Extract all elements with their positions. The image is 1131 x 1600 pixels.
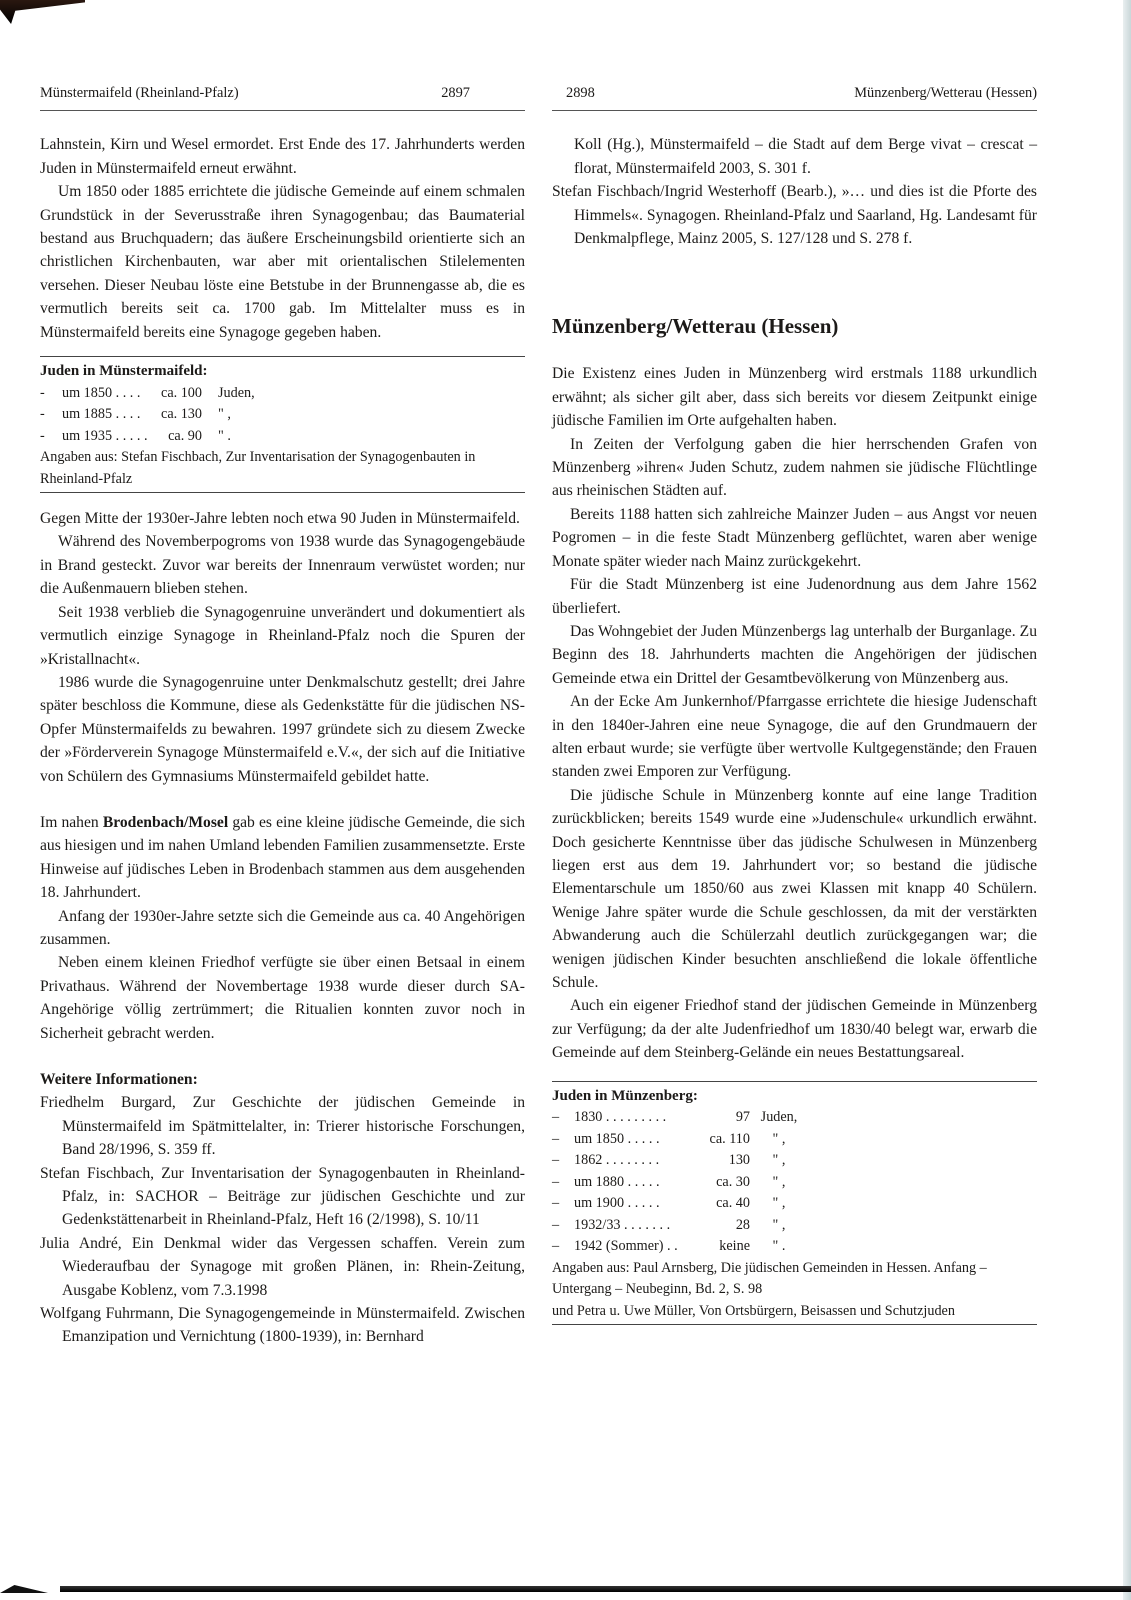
statistics-row: [552, 1193, 1037, 1215]
paragraph: [40, 811, 525, 905]
paragraph: Das Wohngebiet der Juden Münzenbergs lag unterhalb der Burganlage. Zu Beginn des 18. Jahrhunderts machten die Angehörigen der jüdischen Gemeinde etwa ein Drittel der Gesamtbevölkerung von Münzenberg aus.: [552, 622, 1037, 687]
statistics-value: ca. 130: [161, 406, 202, 423]
statistics-year: um 1935 . . . . .: [62, 427, 148, 444]
statistics-row: [552, 1107, 1037, 1129]
page-corner-shadow-bottom: [0, 1583, 48, 1593]
paragraph: Um 1850 oder 1885 errichtete die jüdische Gemeinde auf einem schmalen Grundstück in der Severusstraße ihren Synagogenbau; das Baumaterial bestand aus Bruchquadern; das äußere Erscheinungsbild orientierte sich an christlichen Kirchenbauten, war aber mit orientalischen Stilelementen versehen. Dieser Neubau löste eine Betstube in der Brunnengasse ab, die es vermutlich bereits seit ca. 1700 gab. Im Mittelalter muss es in Münstermaifeld bereits eine Synagoge gegeben haben.: [40, 183, 525, 341]
paragraph: An der Ecke Am Junkernhof/Pfarrgasse errichtete die hiesige Judenschaft in den 1840er-Jahren eine neue Synagoge, die auf den Grundmauern der alten erbaut wurde; sie verfügte über wertvolle Kultgegenstände; den Frauen standen zwei Emporen zur Verfügung.: [552, 693, 1037, 781]
statistics-value: ca. 30: [716, 1173, 750, 1190]
statistics-year: um 1900 . . . . .: [574, 1195, 660, 1212]
statistics-title: Juden in Münstermaifeld:: [40, 363, 208, 380]
reference: Stefan Fischbach, Zur Inventarisation der Synagogenbauten in Rheinland-Pfalz, in: SACHOR – Beiträge zur jüdischen Geschichte und zur Gedenkstättenarbeit in Rheinland-Pfalz, Heft 16 (2/1998), S. 10/11: [40, 1164, 525, 1229]
statistics-year: 1830 . . . . . . . . .: [574, 1109, 667, 1126]
paragraph: Für die Stadt Münzenberg ist eine Judenordnung aus dem Jahre 1562 überliefert.: [552, 576, 1037, 617]
statistics-source: Angaben aus: Paul Arnsberg, Die jüdischen Gemeinden in Hessen. Anfang – Untergang – Neubeginn, Bd. 2, S. 98: [552, 1259, 987, 1298]
reference: Friedhelm Burgard, Zur Geschichte der jüdischen Gemeinde in Münstermaifeld im Spätmittelalter, in: Trierer historische Forschungen, Band 28/1996, S. 359 ff.: [40, 1094, 525, 1159]
section-heading: Münzenberg/Wetterau (Hessen): [552, 314, 839, 339]
statistics-unit: Juden,: [760, 1109, 798, 1126]
statistics-unit: Juden,: [218, 384, 255, 401]
statistics-box: [40, 356, 525, 493]
statistics-year: um 1880 . . . . .: [574, 1173, 660, 1190]
statistics-dash: –: [552, 1130, 560, 1147]
statistics-row: [552, 1172, 1037, 1194]
paragraph: Während des Novemberpogroms von 1938 wurde das Synagogengebäude in Brand gesteckt. Zuvor war bereits der Innenraum verwüstet worden; nur die Außenmauern blieben stehen.: [40, 533, 525, 598]
statistics-source: und Petra u. Uwe Müller, Von Ortsbürgern, Beisassen und Schutzjuden: [552, 1302, 955, 1319]
statistics-dash: –: [552, 1173, 560, 1190]
paragraph: Neben einem kleinen Friedhof verfügte sie über einen Betsaal in einem Privathaus. Während der Novembertage 1938 wurde dieser durch SA-Angehörige völlig zertrümmert; die Ritualien konnten zuvor noch in Sicherheit gebracht werden.: [40, 954, 525, 1042]
reference: Stefan Fischbach/Ingrid Westerhoff (Bearb.), »… und dies ist die Pforte des Himmels«. Synagogen. Rheinland-Pfalz und Saarland, Hg. Landesamt für Denkmalpflege, Mainz 2005, S. 127/128 und S. 278 f.: [552, 183, 1037, 248]
paragraph: Die jüdische Schule in Münzenberg konnte auf eine lange Tradition zurückblicken; bereits 1549 wurde eine »Judenschule« urkundlich erwähnt. Doch gesicherte Kenntnisse über das jüdische Schulwesen in Münzenberg liegen erst aus dem 19. Jahrhundert vor; so bestand die jüdische Elementarschule um 1850/60 aus zwei Klassen mit knapp 40 Schülern. Wenige Jahre später wurde die Schule geschlossen, da mit der verstärkten Abwanderung auch die Schülerzahl deutlich zurückgegangen war; die wenigen jüdischen Kinder besuchten anschließend die lokale öffentliche Schule.: [552, 786, 1037, 991]
running-title: Münstermaifeld (Rheinland-Pfalz): [40, 85, 239, 101]
statistics-dash: –: [552, 1238, 560, 1255]
page-corner-shadow: [0, 0, 85, 24]
statistics-unit: " ,: [218, 406, 231, 423]
page-number: 2898: [566, 85, 595, 101]
place-name: Brodenbach/Mosel: [102, 813, 229, 831]
statistics-unit: " ,: [772, 1173, 786, 1190]
paragraph: Die Existenz eines Juden in Münzenberg wird erstmals 1188 urkundlich erwähnt; als sicher gilt aber, dass sich bereits vor diesem Zeitpunkt einige jüdische Familien im Orte aufgehalten haben.: [552, 365, 1037, 430]
statistics-year: 1932/33 . . . . . . .: [574, 1216, 671, 1233]
statistics-value: ca. 100: [161, 384, 202, 401]
reference: Julia André, Ein Denkmal wider das Vergessen schaffen. Verein zum Wiederaufbau der Synagoge mit großen Plänen, in: Rhein-Zeitung, Ausgabe Koblenz, vom 7.3.1998: [40, 1234, 525, 1299]
book-edge-bottom: [60, 1586, 1131, 1592]
statistics-title: Juden in Münzenberg:: [552, 1087, 698, 1104]
book-edge: [1123, 0, 1131, 1600]
paragraph: Bereits 1188 hatten sich zahlreiche Mainzer Juden – aus Angst vor neuen Pogromen – in die feste Stadt Münzenberg geflüchtet, waren aber wenige Monate später wieder nach Mainz zurückgekehrt.: [552, 505, 1037, 570]
statistics-dash: -: [40, 406, 45, 423]
statistics-dash: –: [552, 1109, 560, 1126]
statistics-row: [40, 404, 525, 426]
statistics-row: [40, 383, 525, 405]
statistics-row: [552, 1129, 1037, 1151]
statistics-unit: " .: [772, 1238, 786, 1255]
statistics-year: 1862 . . . . . . . .: [574, 1152, 660, 1169]
statistics-unit: " ,: [772, 1216, 786, 1233]
statistics-source: Angaben aus: Stefan Fischbach, Zur Inventarisation der Synagogenbauten in Rheinland-Pfalz: [40, 449, 476, 487]
running-header: [40, 82, 525, 111]
statistics-row: [40, 426, 525, 448]
running-header: [552, 82, 1037, 111]
statistics-value: keine: [719, 1238, 750, 1255]
statistics-dash: -: [40, 427, 45, 444]
statistics-value: ca. 110: [709, 1130, 750, 1147]
statistics-dash: -: [40, 384, 45, 401]
statistics-value: 130: [728, 1152, 750, 1169]
statistics-year: um 1885 . . . .: [62, 406, 141, 423]
statistics-dash: –: [552, 1152, 560, 1169]
running-title: Münzenberg/Wetterau (Hessen): [854, 85, 1037, 101]
further-info-heading: Weitere Informationen:: [40, 1071, 198, 1088]
statistics-value: ca. 40: [716, 1195, 750, 1212]
statistics-year: 1942 (Sommer) . .: [574, 1238, 678, 1255]
statistics-dash: –: [552, 1195, 560, 1212]
paragraph: Lahnstein, Kirn und Wesel ermordet. Erst Ende des 17. Jahrhunderts werden Juden in Münstermaifeld erneut erwähnt.: [40, 136, 525, 177]
paragraph: Seit 1938 verblieb die Synagogenruine unverändert und dokumentiert als vermutlich einzige Synagoge in Rheinland-Pfalz noch die Spuren der »Kristallnacht«.: [40, 603, 525, 668]
paragraph: Anfang der 1930er-Jahre setzte sich die Gemeinde aus ca. 40 Angehörigen zusammen.: [40, 907, 525, 948]
right-page: [552, 82, 1037, 1339]
statistics-row: [552, 1215, 1037, 1237]
statistics-value: 97: [735, 1109, 750, 1126]
left-page: [40, 82, 525, 1349]
statistics-rows: [40, 383, 525, 448]
paragraph: In Zeiten der Verfolgung gaben die hier herrschenden Grafen von Münzenberg »ihren« Juden Schutz, zudem nahmen sie jüdische Flüchtlinge aus rheinischen Städten auf.: [552, 435, 1037, 500]
statistics-row: [552, 1236, 1037, 1258]
statistics-value: 28: [735, 1216, 750, 1233]
reference: Wolfgang Fuhrmann, Die Synagogengemeinde in Münstermaifeld. Zwischen Emanzipation und Vernichtung (1800-1939), in: Bernhard: [40, 1305, 525, 1346]
statistics-value: ca. 90: [168, 427, 202, 444]
paragraph-text: Im nahen: [40, 813, 103, 831]
statistics-box: [552, 1081, 1037, 1326]
statistics-rows: [552, 1107, 1037, 1258]
paragraph: Auch ein eigener Friedhof stand der jüdischen Gemeinde in Münzenberg zur Verfügung; da der alte Judenfriedhof um 1830/40 belegt war, erwarb die Gemeinde auf dem Steinberg-Gelände ein neues Bestattungsareal.: [552, 997, 1037, 1062]
paragraph-text: gab es eine kleine jüdische Gemeinde, die sich aus hiesigen und im nahen Umland lebenden Familien zusammensetzte. Erste Hinweise auf jüdisches Leben in Brodenbach stammen aus dem ausgehenden 18. Jahrhundert.: [40, 813, 526, 902]
paragraph: 1986 wurde die Synagogenruine unter Denkmalschutz gestellt; drei Jahre später beschloss die Kommune, diese als Gedenkstätte für die jüdischen NS-Opfer Münstermaifelds zu bewahren. 1997 gründete sich zu diesem Zwecke der »Förderverein Synagoge Münstermaifeld e.V.«, der sich auf die Initiative von Schülern des Gymnasiums Münstermaifeld gebildet hatte.: [40, 673, 525, 785]
statistics-year: um 1850 . . . . .: [574, 1130, 660, 1147]
statistics-unit: " .: [218, 427, 231, 444]
statistics-unit: " ,: [772, 1195, 786, 1212]
statistics-unit: " ,: [772, 1130, 786, 1147]
reference: Koll (Hg.), Münstermaifeld – die Stadt auf dem Berge vivat – crescat – florat, Münstermaifeld 2003, S. 301 f.: [574, 136, 1037, 177]
paragraph: Gegen Mitte der 1930er-Jahre lebten noch etwa 90 Juden in Münstermaifeld.: [40, 510, 520, 528]
statistics-row: [552, 1150, 1037, 1172]
statistics-unit: " ,: [772, 1152, 786, 1169]
statistics-dash: –: [552, 1216, 560, 1233]
statistics-year: um 1850 . . . .: [62, 384, 141, 401]
page-number: 2897: [441, 85, 470, 101]
